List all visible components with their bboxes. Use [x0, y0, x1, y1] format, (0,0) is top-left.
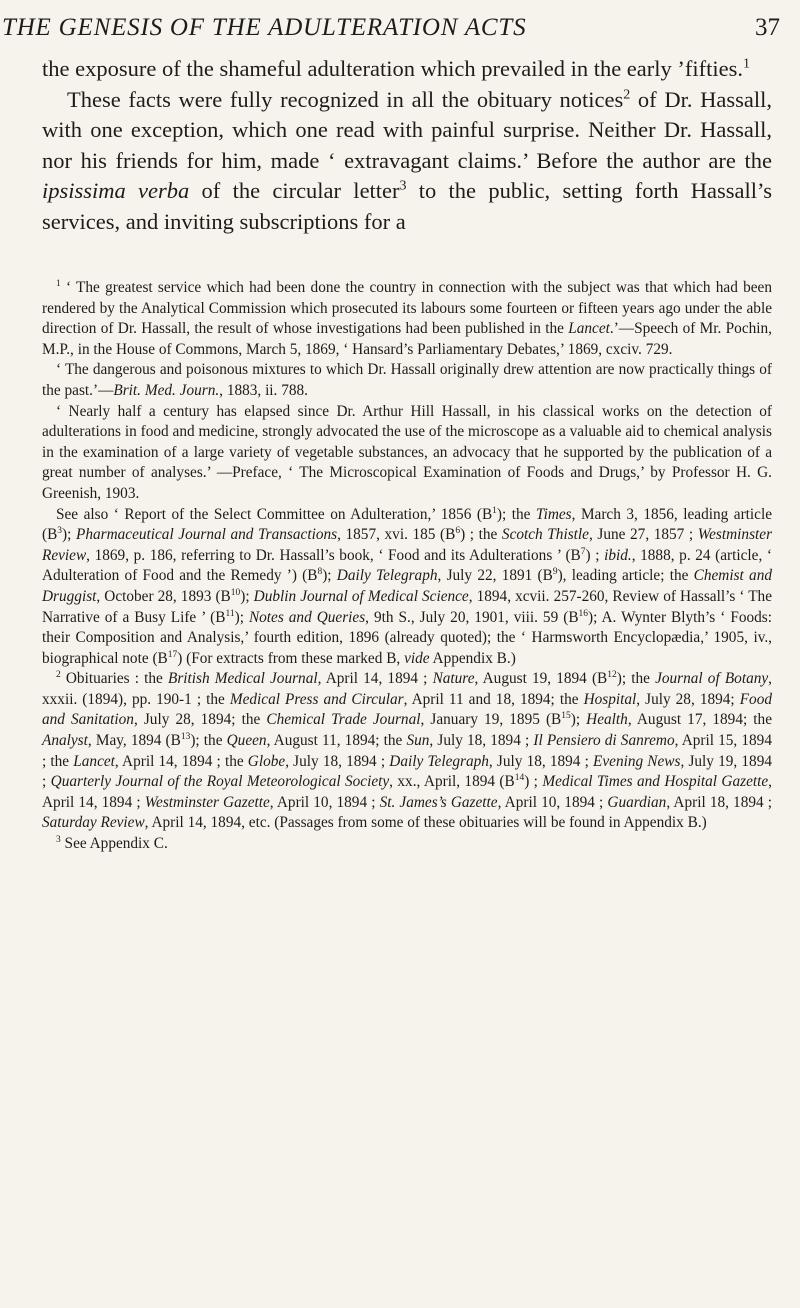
footnote-2-marker: 2 [56, 670, 61, 681]
fn2-t18-it: Daily Telegraph [389, 752, 489, 770]
fn2-t24: , April 10, 1894 ; [269, 793, 380, 811]
fn2-t27: , April 14, 1894, etc. (Passages from some of these obituaries will be found in Appendix B.) [144, 814, 707, 832]
fn2-t24-it: St. James’s Gazette [379, 793, 498, 811]
main-text [42, 54, 772, 238]
footnote-2 [42, 669, 772, 834]
fn1-q1-b: .’—Speech of Mr. Pochin, M.P., in the House of Commons, March 5, 1869, ‘ Hansard’s Parliamentary Debates,’ 1869, cxciv. 729. [42, 320, 772, 358]
fn2-t25: , April 10, 1894 ; [497, 793, 608, 811]
fn2-t23-it: Westminster Gazette [144, 793, 270, 811]
fn2-t12-sup: 13 [180, 731, 191, 742]
fn1-s4: ); [62, 526, 76, 544]
fn1-s2: ); the [496, 505, 536, 523]
footnote-1-quote-3: ‘ Nearly half a century has elapsed since Dr. Arthur Hill Hassall, in his classical works on the detection of adulterations in food and medicine, strongly advocated the use of the microscope as a valuable aid to chemical analysis in the examination of a large variety of vegetable substances, an advocacy that he supported by the publication of a great number of analyses.’ —Preface, ‘ The Microscopical Examination of Foods and Drugs,’ by Professor H. G. Greenish, 1903. [42, 402, 772, 502]
fn1-s11-it: Daily Telegraph [336, 567, 438, 585]
footnote-1-quote-2 [42, 360, 772, 401]
fn1-s17-it: Notes and Queries [248, 608, 366, 626]
fn1-s19-sup: 17 [167, 649, 178, 660]
fn1-s1: See also ‘ Report of the Select Committee on Adulteration,’ 1856 (B [56, 505, 493, 523]
fn2-t5-it: Medical Press and Circular [229, 690, 404, 708]
footnote-3 [42, 834, 772, 855]
fn2-t12: , May, 1894 (B [87, 732, 181, 750]
fn1-s16: , 1894, xcvii. 257-260, Review of Hassall’s ‘ The Narrative of a Busy Life ’ (B [42, 587, 772, 626]
fn2-t23: , April 14, 1894 ; [42, 773, 772, 811]
fn2-t7: , July 28, 1894; [636, 690, 740, 708]
fn1-s9-it: ibid. [604, 546, 632, 564]
paragraph-2-text-d: to the public, setting forth Hassall’s services, and inviting subscriptions for a [42, 178, 772, 234]
fn2-t16: , April 15, 1894 ; the [42, 732, 772, 770]
fn1-q1-lancet: Lancet [568, 320, 610, 338]
fn2-t11: , August 17, 1894; the [627, 711, 772, 729]
footnote-ref-3: 3 [399, 178, 407, 194]
fn2-t6: , April 11 and 18, 1894; the [403, 690, 584, 708]
fn2-t10-it: Health [586, 711, 628, 729]
fn2-t4: ); the [616, 670, 656, 688]
footnotes [42, 278, 772, 855]
fn1-q1-a: ‘ The greatest service which had been done the country in connection with the subject was that which had been rendered by the Analytical Commission which prosecuted its labours some fourteen or fifteen years ago under the able direction of Dr. Hassall, the result of whose investigations had been published in the [42, 279, 772, 338]
fn2-t2: , April 14, 1894 ; [317, 670, 433, 688]
fn2-t21-sup: 14 [514, 773, 525, 784]
fn1-s6-it: Scotch Thistle [501, 526, 589, 544]
fn2-t8: , July 28, 1894; the [133, 711, 267, 729]
fn2-t3-sup: 12 [607, 670, 617, 681]
fn2-t19-it: Evening News [593, 752, 681, 770]
running-head: THE GENESIS OF THE ADULTERATION ACTS [2, 14, 527, 41]
fn2-t7-it: Food and Sanitation [42, 690, 772, 729]
fn1-s2-it: Times [535, 505, 572, 523]
fn1-s18-sup: 16 [578, 608, 588, 619]
fn2-t9: , January 19, 1895 (B [420, 711, 562, 729]
fn2-t21: , xx., April, 1894 (B [389, 773, 515, 791]
fn2-t2-it: Nature [432, 670, 475, 688]
fn1-s7: , June 27, 1857 ; [588, 526, 698, 544]
fn2-t8-it: Chemical Trade Journal [266, 711, 421, 729]
fn1-q2-b: , 1883, ii. 788. [219, 381, 308, 399]
fn2-t13-it: Queen [226, 732, 267, 750]
fn2-t1: Obituaries : the [60, 670, 168, 688]
fn2-t14: , August 11, 1894; the [266, 732, 407, 750]
fn2-t17-it: Globe [247, 752, 286, 770]
fn1-s13: ), leading article; the [557, 567, 694, 585]
fn2-t6-it: Hospital [583, 690, 637, 708]
fn1-s14: , October 28, 1893 (B [96, 587, 231, 605]
fn1-s14-sup: 10 [230, 587, 241, 598]
fn1-s9: ) ; [585, 546, 605, 564]
fn1-s4-it: Pharmaceutical Journal and Transactions [75, 526, 338, 544]
fn1-s7-it: Westminster Review [42, 526, 773, 564]
paragraph-2-text-c: of the circular letter [189, 178, 400, 204]
paragraph-2-text-a: These facts were fully recognized in all the obituary notices [67, 86, 624, 112]
page-number: 37 [755, 14, 780, 41]
fn2-t13: ); the [190, 732, 227, 750]
fn1-s20-it: vide [404, 649, 430, 667]
footnote-3-marker: 3 [56, 834, 61, 845]
footnote-ref-2: 2 [623, 87, 631, 103]
fn2-t4-it: Journal of Botany [655, 670, 769, 688]
footnote-1-see-also [42, 505, 772, 670]
fn2-t14-it: Sun [406, 732, 430, 750]
fn1-s15: ); [240, 587, 254, 605]
footnote-1-marker: 1 [56, 278, 61, 289]
fn2-t22: ) ; [524, 773, 543, 791]
fn1-q2-journal: Brit. Med. Journ. [113, 381, 220, 399]
fn2-t15: , July 18, 1894 ; [429, 732, 534, 750]
fn1-s5: , 1857, xvi. 185 (B [337, 526, 456, 544]
fn1-s3-sup: 3 [57, 526, 63, 537]
fn2-t17: , April 14, 1894 ; the [114, 752, 248, 770]
fn1-s10-sup: 8 [317, 567, 323, 578]
fn2-t25-it: Guardian [607, 793, 667, 811]
fn1-s12: , July 22, 1891 (B [437, 567, 553, 585]
fn1-s21: Appendix B.) [429, 649, 516, 667]
fn2-t15-it: Il Pensiero di Sanremo [533, 732, 675, 750]
footnote-1-quote-1 [42, 278, 772, 360]
paragraph-1 [42, 54, 772, 85]
fn1-s10: , 1888, p. 24 (article, ‘ Adulteration of Food and the Remedy ’) (B [42, 546, 772, 585]
ipsissima-verba: ipsissima verba [42, 178, 190, 204]
fn1-s16-sup: 11 [225, 608, 235, 619]
fn1-q2-a: ‘ The dangerous and poisonous mixtures to which Dr. Hassall originally drew attention are now practically things of the past.’— [42, 361, 772, 399]
footnote-ref-1: 1 [743, 56, 750, 72]
fn1-s1-sup: 1 [492, 505, 497, 516]
fn1-s18: , 9th S., July 20, 1901, viii. 59 (B [365, 608, 579, 626]
fn2-t22-it: Medical Times and Hospital Gazette [542, 773, 769, 791]
fn1-s20: ) (For extracts from these marked B, [177, 649, 405, 667]
paragraph-1-text: the exposure of the shameful adulteration which prevailed in the early ’fifties. [42, 56, 743, 81]
page-header [0, 14, 800, 48]
paragraph-2-text-b: of Dr. Hassall, with one exception, which one read with painful surprise. Neither Dr. Hassall, nor his friends for him, made ‘ extravagant claims.’ Before the author are the [42, 86, 772, 173]
fn2-t18: , July 18, 1894 ; [285, 752, 390, 770]
fn1-s13-it: Chemist and Druggist [42, 567, 772, 605]
fn1-s15-it: Dublin Journal of Medical Science [253, 587, 469, 605]
fn1-s3: , March 3, 1856, leading article (B [42, 505, 772, 544]
paragraph-2 [42, 85, 772, 238]
fn1-s11: ); [322, 567, 337, 585]
fn2-t26: , April 18, 1894 ; [666, 793, 773, 811]
fn1-s8: , 1869, p. 186, referring to Dr. Hassall’s book, ‘ Food and its Adulterations ’ (B [86, 546, 581, 564]
fn2-t11-it: Analyst [42, 732, 88, 750]
fn1-s19: ); A. Wynter Blyth’s ‘ Foods: their Composition and Analysis,’ fourth edition, 1896 (already quoted); the ‘ Harmsworth Encyclopædia,’ 1905, iv., biographical note (B [42, 608, 772, 667]
fn3-text: See Appendix C. [60, 835, 168, 853]
fn2-t1-it: British Medical Journal [167, 670, 318, 688]
fn1-s6: ) ; the [460, 526, 502, 544]
fn2-t10: ); [570, 711, 587, 729]
fn2-t9-sup: 15 [561, 711, 571, 722]
fn2-t26-it: Saturday Review [42, 814, 145, 832]
fn1-s12-sup: 9 [552, 567, 558, 578]
fn1-s5-sup: 6 [455, 526, 461, 537]
fn2-t19: , July 18, 1894 ; [488, 752, 594, 770]
fn2-t20: , July 19, 1894 ; [42, 752, 772, 791]
fn2-t16-it: Lancet [73, 752, 115, 770]
fn2-t3: , August 19, 1894 (B [474, 670, 608, 688]
fn1-s8-sup: 7 [580, 546, 586, 557]
fn2-t20-it: Quarterly Journal of the Royal Meteorological Society [50, 773, 390, 791]
fn2-t5: , xxxii. (1894), pp. 190-1 ; the [42, 670, 772, 708]
fn1-s17: ); [234, 608, 249, 626]
